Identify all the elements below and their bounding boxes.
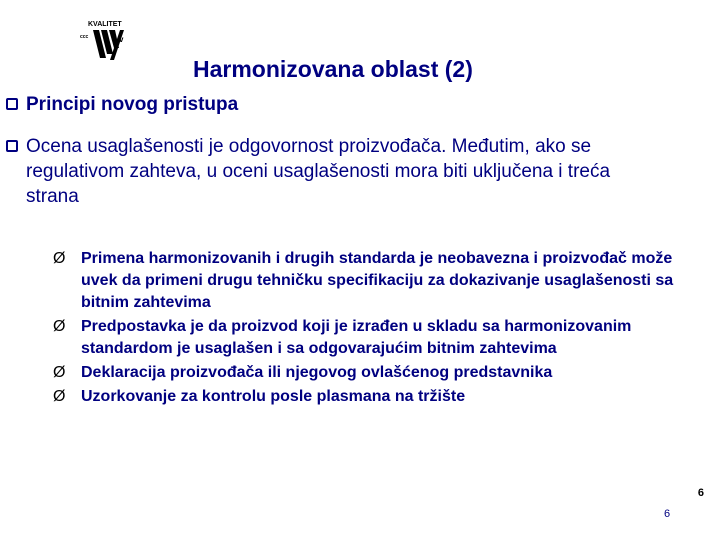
slide-number: 6 bbox=[697, 487, 704, 499]
logo-text: KVALITET bbox=[88, 21, 122, 28]
list-item-text: Primena harmonizovanih i drugih standarda je neobavezna i proizvođač može uvek da primeni drugu tehničku specifikaciju za dokazivanje usaglašenosti sa bitnim zahtevima bbox=[81, 250, 674, 311]
arrow-bullet-icon: Ø bbox=[53, 250, 66, 267]
list-item-text: Predpostavka je da proizvod koji je izrađen u skladu sa harmonizovanim standardom je usaglašen i sa odgovarajućim bitnim zahtevima bbox=[81, 318, 632, 357]
checkbox-bullet-icon bbox=[6, 140, 18, 152]
page-number: 6 bbox=[664, 508, 671, 520]
list-item bbox=[53, 386, 693, 408]
list-item-text: Deklaracija proizvođača ili njegovog ovlašćenog predstavnika bbox=[81, 364, 553, 381]
paragraph bbox=[6, 134, 696, 209]
list-item bbox=[53, 362, 693, 384]
list-item bbox=[53, 316, 693, 360]
slide-title: Harmonizovana oblast (2) bbox=[193, 56, 473, 82]
checkbox-bullet-icon bbox=[6, 98, 18, 110]
main-bullet-text: Principi novog pristupa bbox=[26, 94, 239, 115]
list-item bbox=[53, 248, 693, 314]
sub-bullet-list bbox=[53, 248, 693, 410]
svg-text:v: v bbox=[119, 35, 124, 44]
quality-logo-icon bbox=[80, 18, 132, 68]
arrow-bullet-icon: Ø bbox=[53, 364, 66, 381]
arrow-bullet-icon: Ø bbox=[53, 388, 66, 405]
logo bbox=[80, 18, 132, 68]
logo-side-text: ccc bbox=[80, 34, 89, 40]
paragraph-text: Ocena usaglašenosti je odgovornost proizvođača. Međutim, ako se regulativom zahteva, u oceni usaglašenosti mora biti uključena i treća strana bbox=[26, 136, 611, 207]
main-bullet bbox=[6, 94, 238, 116]
list-item-text: Uzorkovanje za kontrolu posle plasmana na tržište bbox=[81, 388, 466, 405]
arrow-bullet-icon: Ø bbox=[53, 318, 66, 335]
